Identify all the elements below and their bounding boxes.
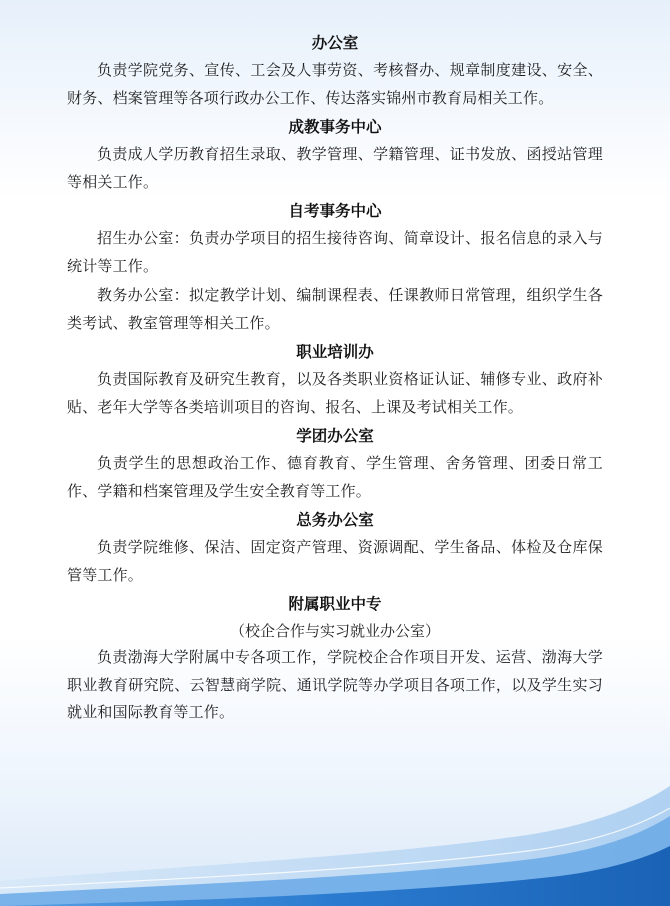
section-student-affairs xyxy=(67,423,603,505)
section-paragraph: 负责学院维修、保洁、固定资产管理、资源调配、学生备品、体检及仓库保管等工作。 xyxy=(67,538,603,584)
document-body xyxy=(67,30,603,729)
section-heading: 学团办公室 xyxy=(296,427,374,445)
section-self-study-exam xyxy=(67,198,603,337)
section-office xyxy=(67,30,603,112)
section-paragraph: 负责渤海大学附属中专各项工作，学院校企合作项目开发、运营、渤海大学职业教育研究院、云智慧商学院、通讯学院等办学项目各项工作，以及学生实习就业和国际教育等工作。 xyxy=(67,648,603,721)
decorative-wave-footer xyxy=(0,766,670,906)
section-heading: 附属职业中专 xyxy=(288,595,382,613)
section-general-affairs xyxy=(67,507,603,589)
section-adult-education xyxy=(67,114,603,196)
section-heading: 总务办公室 xyxy=(296,511,374,529)
section-vocational-training xyxy=(67,339,603,421)
section-subtitle: （校企合作与实习就业办公室） xyxy=(229,622,440,640)
section-heading: 成教事务中心 xyxy=(288,118,382,136)
section-heading: 职业培训办 xyxy=(296,343,374,361)
section-paragraph: 教务办公室：拟定教学计划、编制课程表、任课教师日常管理，组织学生各类考试、教室管理等相关工作。 xyxy=(67,286,603,332)
section-paragraph: 招生办公室：负责办学项目的招生接待咨询、简章设计、报名信息的录入与统计等工作。 xyxy=(67,229,603,275)
section-paragraph: 负责成人学历教育招生录取、教学管理、学籍管理、证书发放、函授站管理等相关工作。 xyxy=(67,145,603,191)
section-heading: 自考事务中心 xyxy=(288,202,382,220)
section-paragraph: 负责学院党务、宣传、工会及人事劳资、考核督办、规章制度建设、安全、财务、档案管理等各项行政办公工作、传达落实锦州市教育局相关工作。 xyxy=(67,61,603,107)
section-heading: 办公室 xyxy=(311,34,359,52)
section-affiliated-school xyxy=(67,591,603,727)
section-paragraph: 负责学生的思想政治工作、德育教育、学生管理、舍务管理、团委日常工作、学籍和档案管理及学生安全教育等工作。 xyxy=(67,454,603,500)
section-paragraph: 负责国际教育及研究生教育，以及各类职业资格证认证、辅修专业、政府补贴、老年大学等各类培训项目的咨询、报名、上课及考试相关工作。 xyxy=(67,370,603,416)
